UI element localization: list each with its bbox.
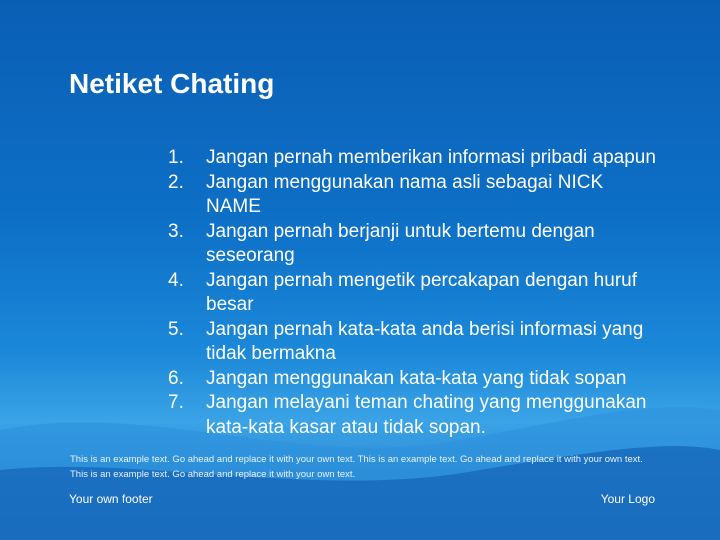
list-item [166, 269, 656, 318]
list-item [166, 146, 656, 171]
list-item [166, 171, 656, 220]
list-number: 2. [168, 171, 184, 193]
list-number: 1. [168, 147, 184, 168]
list-number: 3. [168, 220, 184, 242]
list-text: Jangan pernah berjanji untuk bertemu dengan seseorang [206, 220, 595, 266]
list-number: 4. [168, 269, 184, 291]
list-text: Jangan melayani teman chating yang menggunakan kata-kata kasar atau tidak sopan. [206, 392, 647, 438]
list-text: Jangan menggunakan nama asli sebagai NICK NAME [206, 171, 604, 217]
list-item [166, 391, 656, 440]
example-text: This is an example text. Go ahead and replace it with your own text. This is an example text. Go ahead and replace it with your own text. This is an example text. Go ahead and replace it with your own text. [70, 454, 643, 480]
slide-title: Netiket Chating [69, 68, 275, 99]
list-item [166, 367, 656, 392]
list-text: Jangan pernah kata-kata anda berisi informasi yang tidak bermakna [206, 318, 644, 364]
logo-placeholder: Your Logo [600, 492, 655, 506]
netiquette-list [166, 146, 656, 440]
footer-text: Your own footer [69, 492, 153, 506]
list-number: 7. [168, 392, 184, 413]
list-number: 5. [168, 318, 184, 340]
list-item [166, 318, 656, 367]
list-text: Jangan pernah mengetik percakapan dengan huruf besar [206, 269, 637, 315]
list-text: Jangan pernah memberikan informasi pribadi apapun [206, 147, 656, 168]
list-item [166, 220, 656, 269]
list-number: 6. [168, 367, 184, 389]
list-text: Jangan menggunakan kata-kata yang tidak sopan [206, 367, 627, 389]
